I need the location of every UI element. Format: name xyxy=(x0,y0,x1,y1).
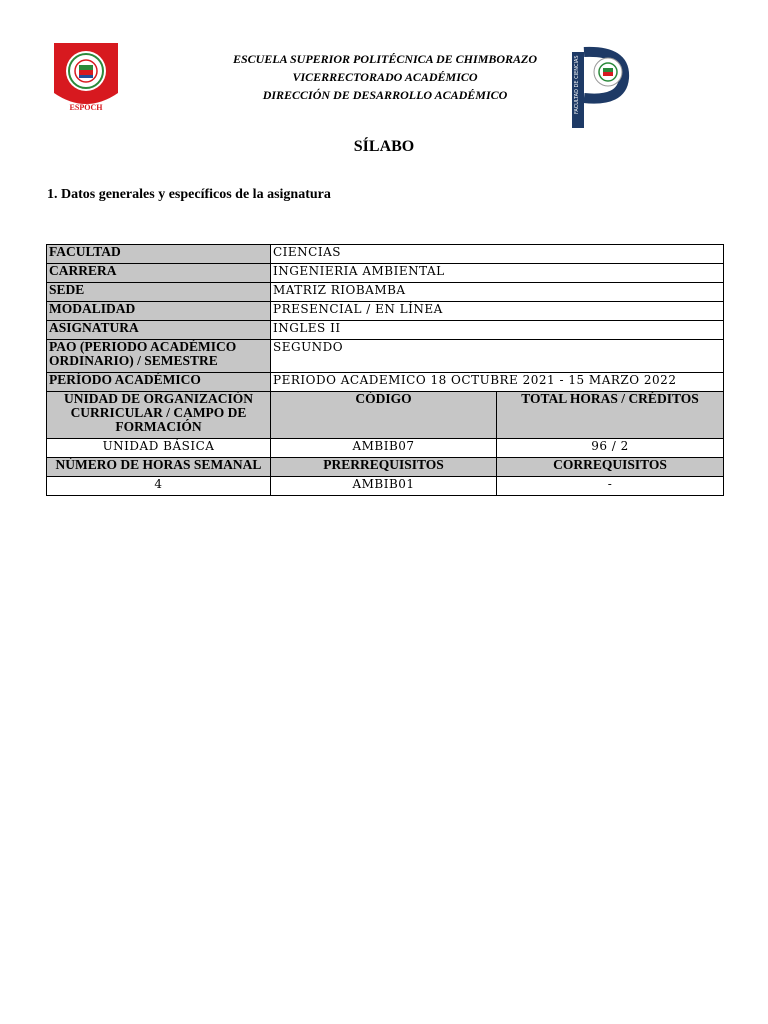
label-modalidad: MODALIDAD xyxy=(47,302,271,321)
document-title: SÍLABO xyxy=(353,138,415,155)
facultad-ciencias-logo xyxy=(568,44,630,130)
label-facultad: FACULTAD xyxy=(47,245,271,264)
table-row xyxy=(47,283,724,302)
value-codigo: AMBIB07 xyxy=(271,439,497,458)
value-facultad: CIENCIAS xyxy=(271,245,724,264)
section-heading: 1. Datos generales y específicos de la asignatura xyxy=(47,187,331,202)
header-line-2: VICERRECTORADO ACADÉMICO xyxy=(292,70,478,84)
institution-header xyxy=(200,50,570,104)
value-sede: MATRIZ RIOBAMBA xyxy=(271,283,724,302)
header-unidad-organizacion: UNIDAD DE ORGANIZACIÓN CURRICULAR / CAMPO DE FORMACIÓN xyxy=(47,392,271,439)
header-horas-semanal: NÚMERO DE HORAS SEMANAL xyxy=(47,458,271,477)
course-info-table xyxy=(46,244,724,496)
value-pao: SEGUNDO xyxy=(271,340,724,373)
label-asignatura: ASIGNATURA xyxy=(47,321,271,340)
value-unidad-organizacion: UNIDAD BÁSICA xyxy=(47,439,271,458)
header-line-1: ESCUELA SUPERIOR POLITÉCNICA DE CHIMBORAZO xyxy=(232,52,538,66)
header-total-horas: TOTAL HORAS / CRÉDITOS xyxy=(497,392,724,439)
table-row xyxy=(47,264,724,283)
value-correquisitos: - xyxy=(497,477,724,496)
table-row xyxy=(47,373,724,392)
table-row xyxy=(47,302,724,321)
header-correquisitos: CORREQUISITOS xyxy=(497,458,724,477)
table-header-row xyxy=(47,392,724,439)
value-horas-semanal: 4 xyxy=(47,477,271,496)
table-row xyxy=(47,477,724,496)
espoch-logo-text: ESPOCH xyxy=(69,103,103,112)
value-total-horas: 96 / 2 xyxy=(497,439,724,458)
table-row xyxy=(47,439,724,458)
header-line-3: DIRECCIÓN DE DESARROLLO ACADÉMICO xyxy=(262,88,508,102)
value-periodo: PERIODO ACADEMICO 18 OCTUBRE 2021 - 15 MARZO 2022 xyxy=(271,373,724,392)
value-prerrequisitos: AMBIB01 xyxy=(271,477,497,496)
espoch-logo xyxy=(54,43,118,115)
value-asignatura: INGLES II xyxy=(271,321,724,340)
value-carrera: INGENIERIA AMBIENTAL xyxy=(271,264,724,283)
label-carrera: CARRERA xyxy=(47,264,271,283)
table-row xyxy=(47,245,724,264)
header-prerrequisitos: PRERREQUISITOS xyxy=(271,458,497,477)
table-row xyxy=(47,340,724,373)
value-modalidad: PRESENCIAL / EN LÍNEA xyxy=(271,302,724,321)
facultad-logo-text: FACULTAD DE CIENCIAS xyxy=(574,55,580,114)
table-row xyxy=(47,321,724,340)
header-codigo: CÓDIGO xyxy=(271,392,497,439)
label-pao: PAO (PERIODO ACADÉMICO ORDINARIO) / SEMESTRE xyxy=(47,340,271,373)
label-sede: SEDE xyxy=(47,283,271,302)
table-header-row xyxy=(47,458,724,477)
label-periodo: PERÍODO ACADÉMICO xyxy=(47,373,271,392)
